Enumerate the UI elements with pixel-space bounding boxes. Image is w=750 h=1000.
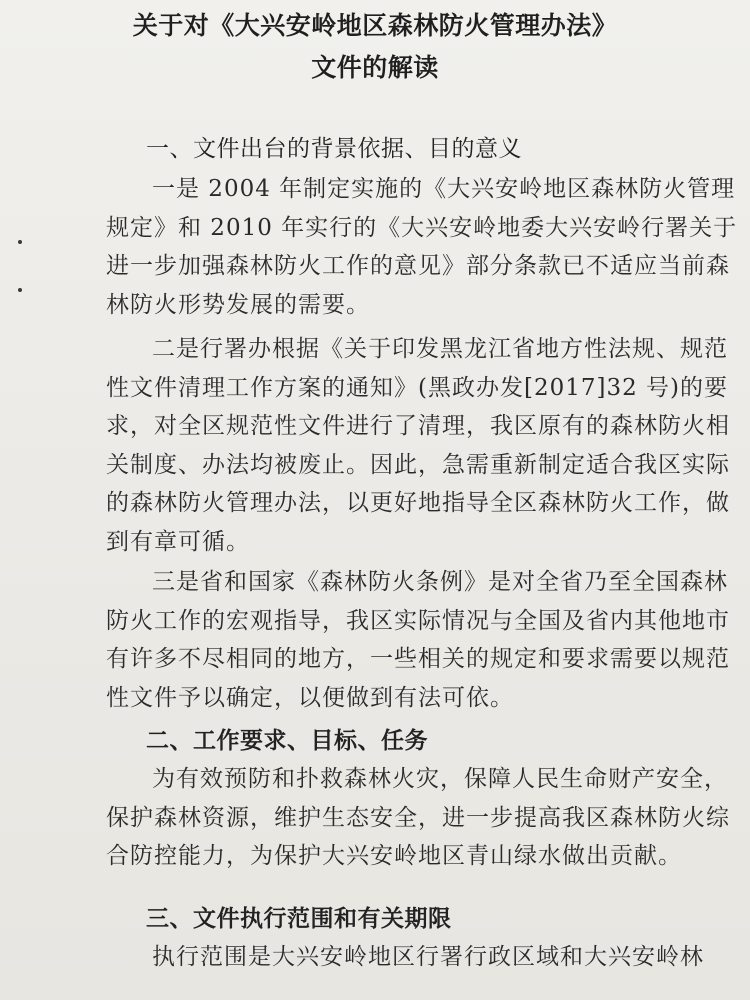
paragraph-line: 三是省和国家《森林防火条例》是对全省乃至全国森林 (152, 569, 728, 595)
paragraph-line: 保护森林资源，维护生态安全，进一步提高我区森林防火综 (106, 804, 730, 831)
paragraph-1-3 (106, 563, 730, 717)
punch-mark (18, 288, 22, 292)
paragraph-line: 到有章可循。 (106, 528, 250, 555)
paragraph-line: 求，对全区规范性文件进行了清理，我区原有的森林防火相 (106, 413, 730, 439)
paragraph-line: 合防控能力，为保护大兴安岭地区青山绿水做出贡献。 (106, 843, 682, 869)
paragraph-line: 性文件予以确定，以便做到有法可依。 (106, 684, 514, 711)
paragraph-line: 二是行署办根据《关于印发黑龙江省地方性法规、规范 (152, 336, 728, 362)
paragraph-line: 为有效预防和扑救森林火灾，保障人民生命财产安全， (152, 766, 728, 792)
paragraph-1-2 (106, 330, 730, 561)
punch-mark (18, 240, 22, 244)
paragraph-line: 关制度、办法均被废止。因此，急需重新制定适合我区实际 (106, 451, 730, 478)
paragraph-line: 林防火形势发展的需要。 (106, 291, 370, 318)
document-title-line-1: 关于对《大兴安岭地区森林防火管理办法》 (132, 11, 618, 40)
paragraph-line: 有许多不尽相同的地方，一些相关的规定和要求需要以规范 (106, 646, 730, 672)
paragraph-line: 规定》和 2010 年实行的《大兴安岭地委大兴安岭行署关于 (106, 214, 738, 241)
paragraph-line: 的森林防火管理办法，以更好地指导全区森林防火工作，做 (106, 490, 730, 516)
paragraph-line: 进一步加强森林防火工作的意见》部分条款已不适应当前森 (106, 253, 730, 279)
paragraph-3-1 (106, 938, 704, 977)
paragraph-line: 性文件清理工作方案的通知》(黑政办发[2017]32 号)的要 (106, 374, 729, 401)
paragraph-line: 执行范围是大兴安岭地区行署行政区域和大兴安岭林 (152, 944, 704, 970)
paragraph-1-1 (106, 170, 738, 324)
section-heading-3: 三、文件执行范围和有关期限 (146, 906, 452, 932)
paragraph-2-1 (106, 760, 730, 876)
paragraph-line: 防火工作的宏观指导，我区实际情况与全国及省内其他地市 (106, 607, 730, 634)
paragraph-line: 一是 2004 年制定实施的《大兴安岭地区森林防火管理 (152, 176, 736, 202)
section-heading-1: 一、文件出台的背景依据、目的意义 (146, 136, 522, 162)
section-heading-2: 二、工作要求、目标、任务 (146, 728, 428, 754)
document-title-line-2: 文件的解读 (311, 53, 439, 82)
